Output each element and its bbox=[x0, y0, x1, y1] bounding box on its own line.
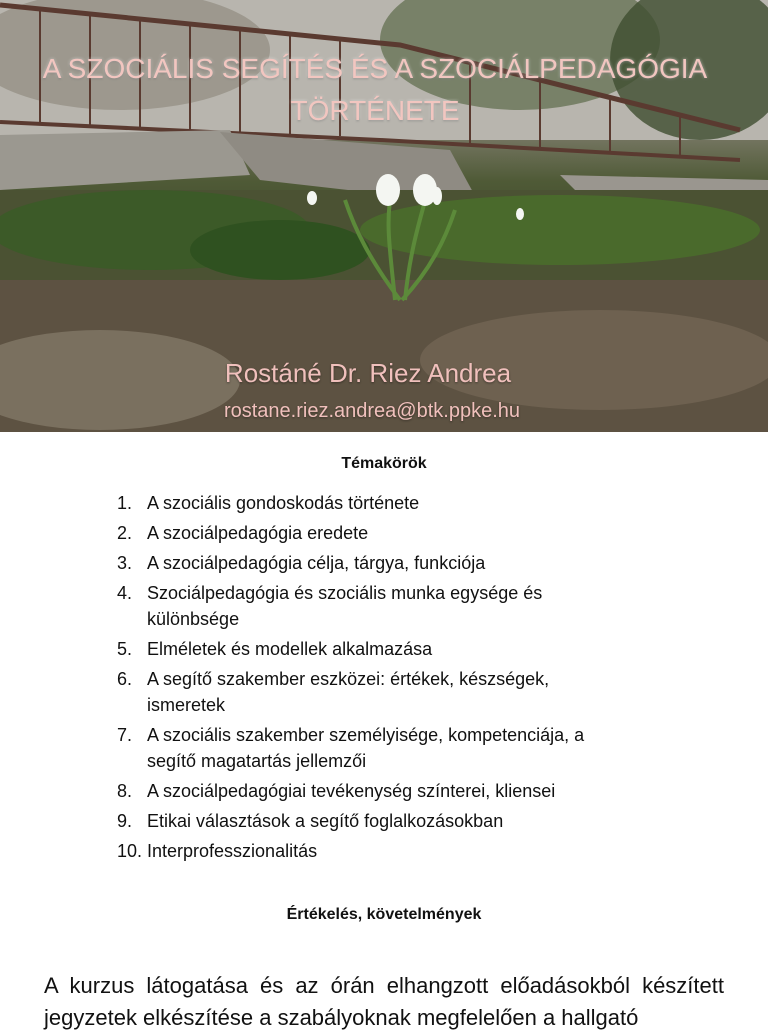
list-item-text: A szociális szakember személyisége, kompetenciája, a segítő magatartás jellemzői bbox=[147, 725, 585, 771]
list-item-text: A szociálpedagógia célja, tárgya, funkciója bbox=[147, 553, 486, 573]
list-item-text: A szociálpedagógiai tevékenység színterei, kliensei bbox=[147, 781, 556, 801]
list-item-number: 8. bbox=[117, 781, 133, 801]
author-email[interactable]: rostane.riez.andrea@btk.ppke.hu bbox=[223, 400, 521, 422]
list-item bbox=[117, 636, 617, 662]
list-item-number: 1. bbox=[117, 493, 133, 513]
list-item-number: 9. bbox=[117, 811, 133, 831]
list-item bbox=[117, 550, 617, 576]
hero-banner bbox=[0, 0, 768, 432]
list-item-text: A szociális gondoskodás története bbox=[147, 493, 420, 513]
list-item-text: A segítő szakember eszközei: értékek, készségek, ismeretek bbox=[147, 669, 550, 715]
evaluation-heading: Értékelés, követelmények bbox=[286, 906, 482, 923]
list-item-number: 2. bbox=[117, 523, 133, 543]
list-item bbox=[117, 580, 617, 632]
list-item-number: 7. bbox=[117, 725, 133, 745]
list-item-number: 4. bbox=[117, 583, 133, 603]
list-item-number: 5. bbox=[117, 639, 133, 659]
list-item bbox=[117, 490, 617, 516]
list-item-text: Interprofesszionalitás bbox=[147, 841, 318, 861]
document-title: A SZOCIÁLIS SEGÍTÉS ÉS A SZOCIÁLPEDAGÓGIA TÖRTÉNETE bbox=[42, 53, 708, 126]
list-item bbox=[117, 520, 617, 546]
topics-list bbox=[117, 490, 617, 868]
list-item-number: 10. bbox=[117, 841, 143, 861]
list-item bbox=[117, 838, 617, 864]
list-item-number: 3. bbox=[117, 553, 133, 573]
list-item-text: Szociálpedagógia és szociális munka egysége és különbsége bbox=[147, 583, 543, 629]
topics-heading: Témakörök bbox=[341, 455, 427, 472]
author-name: Rostáné Dr. Riez Andrea bbox=[224, 358, 512, 388]
list-item-text: Elméletek és modellek alkalmazása bbox=[147, 639, 433, 659]
list-item-text: Etikai választások a segítő foglalkozásokban bbox=[147, 811, 504, 831]
list-item-text: A szociálpedagógia eredete bbox=[147, 523, 369, 543]
list-item-number: 6. bbox=[117, 669, 133, 689]
list-item bbox=[117, 808, 617, 834]
evaluation-paragraph: A kurzus látogatása és az órán elhangzott előadásokból készített jegyzetek elkészítése a szabályoknak megfelelően a hallgató bbox=[44, 973, 724, 1030]
list-item bbox=[117, 722, 617, 774]
list-item bbox=[117, 666, 617, 718]
list-item bbox=[117, 778, 617, 804]
